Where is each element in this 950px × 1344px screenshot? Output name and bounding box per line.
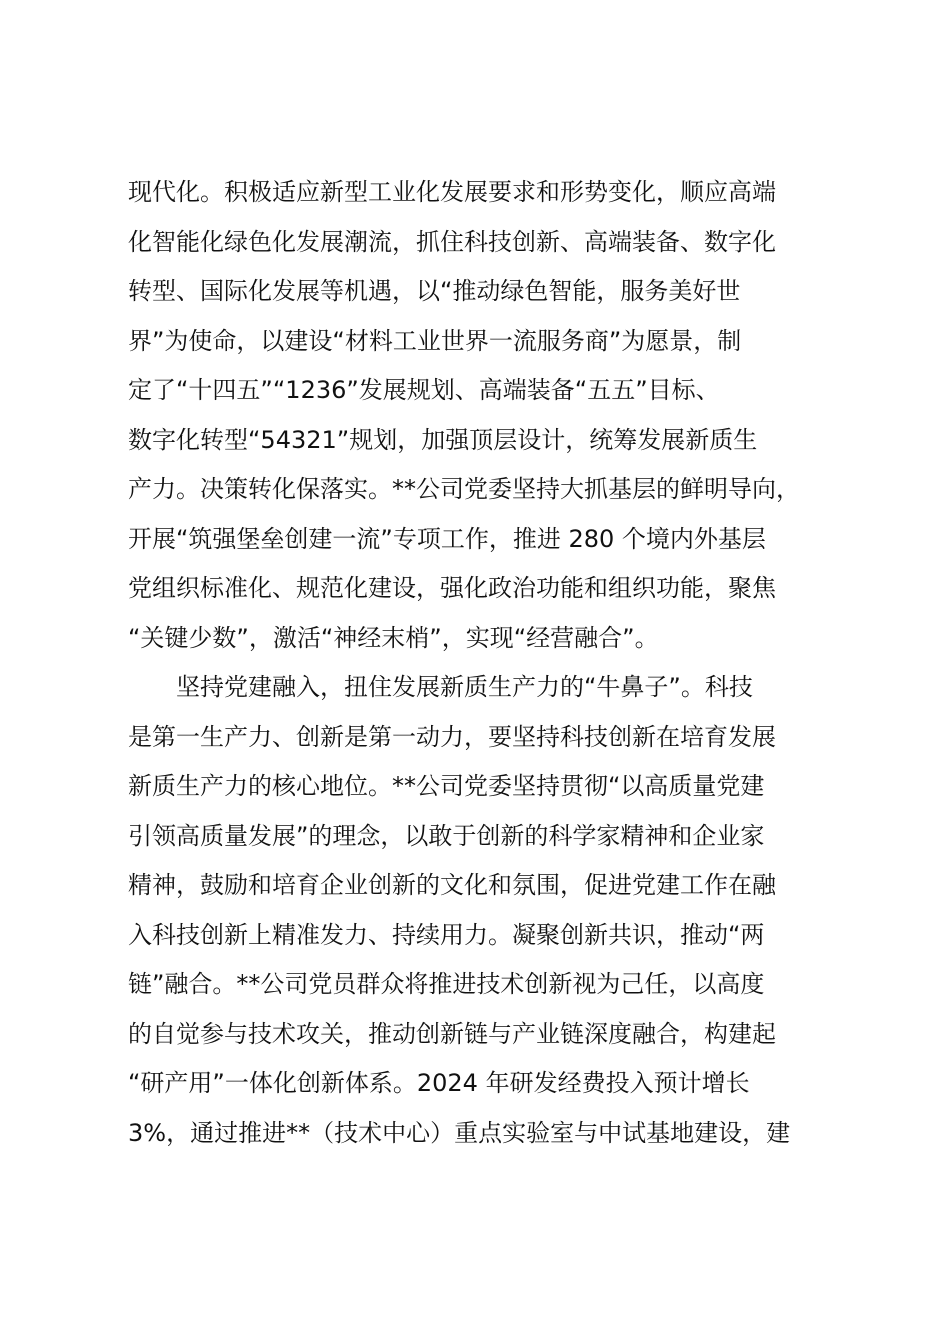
- text-line: 精神，鼓励和培育企业创新的文化和氛围，促进党建工作在融: [128, 871, 776, 899]
- text-line: 现代化。积极适应新型工业化发展要求和形势变化，顺应高端: [128, 178, 776, 206]
- text-line: 3%，通过推进**（技术中心）重点实验室与中试基地建设，建: [128, 1118, 791, 1147]
- document-body: [128, 180, 848, 1170]
- paragraph-1: [128, 180, 848, 650]
- text-line: 是第一生产力、创新是第一动力，要坚持科技创新在培育发展: [128, 722, 776, 751]
- text-line: 的自觉参与技术攻关，推动创新链与产业链深度融合，构建起: [128, 1019, 776, 1048]
- text-line: 定了“十四五”“1236”发展规划、高端装备“五五”目标、: [128, 376, 720, 404]
- text-line: 转型、国际化发展等机遇，以“推动绿色智能，服务美好世: [128, 277, 741, 305]
- text-line: 新质生产力的核心地位。**公司党委坚持贯彻“以高质量党建: [128, 772, 765, 800]
- text-line: 党组织标准化、规范化建设，强化政治功能和组织功能，聚焦: [128, 574, 776, 602]
- text-line: 引领高质量发展”的理念，以敢于创新的科学家精神和企业家: [128, 821, 765, 850]
- text-line: 数字化转型“54321”规划，加强顶层设计，统筹发展新质生: [128, 425, 758, 454]
- text-line: “研产用”一体化创新体系。2024 年研发经费投入预计增长: [128, 1069, 750, 1097]
- paragraph-2: [128, 675, 848, 1145]
- text-line: 坚持党建融入，扭住发展新质生产力的“牛鼻子”。科技: [176, 673, 753, 701]
- text-line: 化智能化绿色化发展潮流，抓住科技创新、高端装备、数字化: [128, 227, 776, 256]
- text-line: “关键少数”，激活“神经末梢”，实现“经营融合”。: [128, 623, 659, 652]
- text-line: 链”融合。**公司党员群众将推进技术创新视为己任，以高度: [128, 970, 765, 998]
- text-line: 开展“筑强堡垒创建一流”专项工作，推进 280 个境内外基层: [128, 524, 766, 553]
- text-line: 产力。决策转化保落实。**公司党委坚持大抓基层的鲜明导向，: [128, 475, 800, 503]
- text-line: 入科技创新上精准发力、持续用力。凝聚创新共识，推动“两: [128, 920, 765, 949]
- text-line: 界”为使命，以建设“材料工业世界一流服务商”为愿景，制: [128, 326, 742, 355]
